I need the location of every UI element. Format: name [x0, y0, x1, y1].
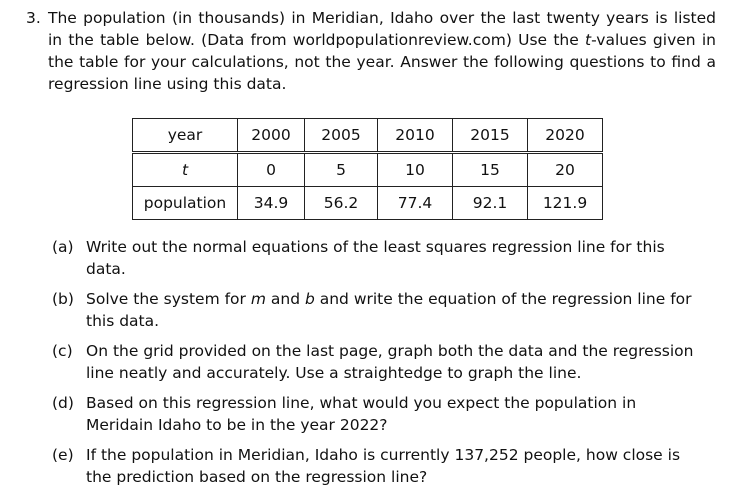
- question-part: [52, 444, 708, 488]
- table-row: [133, 119, 603, 153]
- question-text: and: [265, 290, 305, 308]
- problem-number: 3.: [26, 9, 41, 27]
- question-part: [52, 392, 708, 436]
- table-cell: 2005: [305, 119, 378, 153]
- table-row-label: population: [133, 187, 238, 220]
- question-part-label: (d): [52, 394, 74, 412]
- table-cell: 10: [378, 153, 453, 187]
- table-cell: 2000: [238, 119, 305, 153]
- table-cell: 0: [238, 153, 305, 187]
- problem-statement: [26, 7, 716, 95]
- table-cell: 34.9: [238, 187, 305, 220]
- table-row: [133, 187, 603, 220]
- question-part: [52, 288, 708, 332]
- table-cell: 92.1: [453, 187, 528, 220]
- problem-3: [26, 7, 716, 95]
- population-table: [132, 118, 603, 220]
- question-text: If the population in Meridian, Idaho is currently 137,252 people, how close is the prediction based on the regression line?: [86, 446, 681, 486]
- question-parts: [52, 236, 708, 496]
- question-part-label: (a): [52, 238, 74, 256]
- question-part-label: (e): [52, 446, 74, 464]
- table-cell: 2020: [528, 119, 603, 153]
- table-cell: 2010: [378, 119, 453, 153]
- table-cell: 121.9: [528, 187, 603, 220]
- question-part-label: (b): [52, 290, 74, 308]
- question-text: and write the equation of the regression line for this data.: [86, 290, 692, 330]
- table-cell: 5: [305, 153, 378, 187]
- question-text: On the grid provided on the last page, graph both the data and the regression line neatly and accurately. Use a straightedge to graph the line.: [86, 342, 694, 382]
- table-row-label: t: [133, 153, 238, 187]
- table-cell: 20: [528, 153, 603, 187]
- question-part: [52, 236, 708, 280]
- question-part-label: (c): [52, 342, 73, 360]
- question-variable: b: [304, 290, 315, 308]
- table-cell: 15: [453, 153, 528, 187]
- population-table-body: [133, 119, 603, 220]
- question-variable: m: [250, 290, 266, 308]
- table-cell: 77.4: [378, 187, 453, 220]
- table-row-label: year: [133, 119, 238, 153]
- table-cell: 2015: [453, 119, 528, 153]
- question-text: Write out the normal equations of the least squares regression line for this data.: [86, 238, 665, 278]
- problem-text-part-1: The population (in thousands) in Meridian, Idaho over the last twenty years is listed in the table below. (Data from worldpopulationreview.com) Use the: [48, 9, 716, 49]
- table-cell: 56.2: [305, 187, 378, 220]
- problem-text-variable: t: [585, 31, 592, 49]
- question-part: [52, 340, 708, 384]
- question-text: Solve the system for: [86, 290, 251, 308]
- table-row: [133, 153, 603, 187]
- problem-text-part-2: -values given in the table for your calculations, not the year. Answer the following questions to find a regression line using this data.: [48, 31, 716, 93]
- question-text: Based on this regression line, what would you expect the population in Meridain Idaho to be in the year 2022?: [86, 394, 637, 434]
